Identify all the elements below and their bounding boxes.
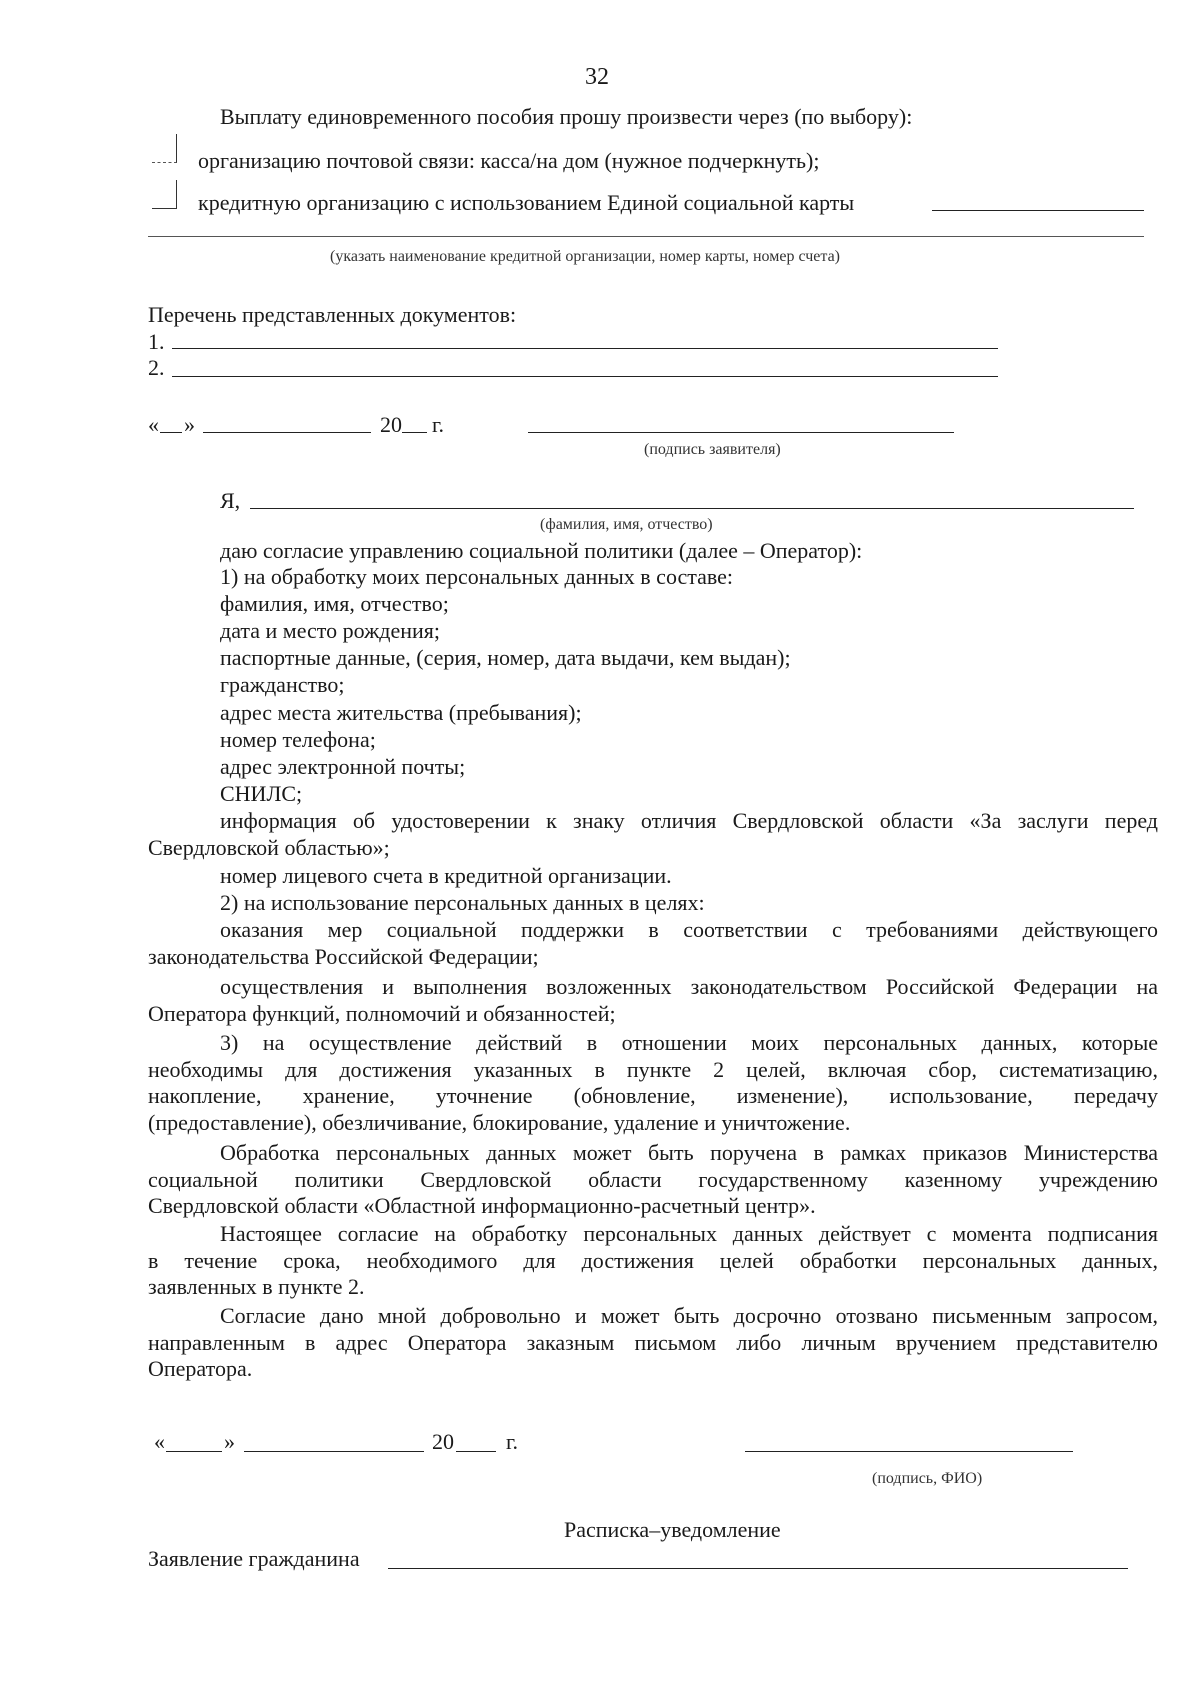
- applicant-signature-field[interactable]: [528, 432, 954, 433]
- consent-fio-caption: (фамилия, имя, отчество): [540, 516, 713, 533]
- award-line-2: Свердловской областью»;: [148, 834, 390, 860]
- consent-fio-field[interactable]: [250, 508, 1134, 509]
- consent-line-4: дата и место рождения;: [220, 618, 441, 643]
- consent-line-10: СНИЛС;: [220, 781, 303, 806]
- actions-line-2: необходимы для достижения указанных в пункте 2 целей, включая сбор, систематизацию,: [148, 1056, 1158, 1082]
- page-number: 32: [585, 64, 609, 90]
- duties-line-1: осуществления и выполнения возложенных законодательством Российской Федерации на: [220, 974, 1158, 999]
- date2-quote-open: «: [154, 1429, 165, 1454]
- bank-caption: (указать наименование кредитной организации, номер карты, номер счета): [330, 248, 841, 265]
- consent-line-2: 1) на обработку моих персональных данных в составе:: [220, 564, 734, 589]
- consent-line-9: адрес электронной почты;: [220, 754, 466, 779]
- option-bank-label: кредитную организацию с использованием Единой социальной карты: [198, 190, 855, 215]
- payment-intro: Выплату единовременного пособия прошу произвести через (по выбору):: [220, 104, 913, 129]
- consent-line-3: фамилия, имя, отчество;: [220, 591, 449, 616]
- date1-quote-open: «: [148, 412, 159, 437]
- bank-details-field[interactable]: [148, 236, 1144, 237]
- bank-name-field[interactable]: [932, 210, 1144, 211]
- award-paragraph: [148, 808, 1158, 861]
- actions-line-1: 3) на осуществление действий в отношении моих персональных данных, которые: [220, 1030, 1158, 1055]
- date2-year-field[interactable]: [456, 1451, 496, 1452]
- date1-quote-close: »: [184, 412, 195, 437]
- actions-line-3: накопление, хранение, уточнение (обновление, изменение), использование, передачу: [148, 1083, 1158, 1108]
- voluntary-line-1: Согласие дано мной добровольно и может быть досрочно отозвано письменным запросом,: [220, 1303, 1158, 1328]
- award-line-1: информация об удостоверении к знаку отличия Свердловской области «За заслуги перед: [220, 808, 1158, 833]
- processing-line-1: Обработка персональных данных может быть поручена в рамках приказов Министерства: [220, 1140, 1158, 1165]
- processing-line-2: социальной политики Свердловской области государственному казенному учреждению: [148, 1166, 1158, 1192]
- receipt-title: Расписка–уведомление: [564, 1517, 781, 1542]
- consent-line-8: номер телефона;: [220, 727, 376, 752]
- date2-month-field[interactable]: [244, 1451, 424, 1452]
- voluntary-paragraph: [148, 1303, 1158, 1383]
- duties-paragraph: [148, 974, 1158, 1027]
- support-line-2: законодательства Российской Федерации;: [148, 943, 539, 969]
- document-item-2-field[interactable]: [172, 376, 998, 377]
- consent-line-5: паспортные данные, (серия, номер, дата выдачи, кем выдан);: [220, 645, 791, 670]
- processing-paragraph: [148, 1140, 1158, 1220]
- consent-line-1: даю согласие управлению социальной политики (далее – Оператор):: [220, 538, 863, 563]
- voluntary-line-2: направленным в адрес Оператора заказным письмом либо личным вручением представителю: [148, 1329, 1158, 1355]
- validity-line-2: в течение срока, необходимого для достижения целей обработки персональных данных,: [148, 1247, 1158, 1273]
- validity-paragraph: [148, 1221, 1158, 1301]
- consent-signature-field[interactable]: [745, 1451, 1073, 1452]
- consent-line-7: адрес места жительства (пребывания);: [220, 700, 582, 725]
- voluntary-line-3: Оператора.: [148, 1356, 253, 1381]
- applicant-signature-caption: (подпись заявителя): [644, 441, 781, 458]
- consent-ya: Я,: [220, 488, 241, 513]
- date1-year-prefix: 20: [380, 412, 402, 437]
- date1-year-field[interactable]: [402, 432, 427, 433]
- checkbox-post[interactable]: [152, 134, 177, 163]
- checkbox-bank[interactable]: [152, 180, 177, 209]
- date1-day-field[interactable]: [160, 432, 182, 433]
- account-line: номер лицевого счета в кредитной организации.: [220, 863, 672, 888]
- date2-quote-close: »: [224, 1429, 235, 1454]
- validity-line-3: заявленных в пункте 2.: [148, 1274, 365, 1299]
- processing-line-3: Свердловской области «Областной информационно-расчетный центр».: [148, 1193, 816, 1218]
- consent-signature-caption: (подпись, ФИО): [872, 1470, 983, 1487]
- date2-day-field[interactable]: [166, 1451, 222, 1452]
- document-item-1-label: 1.: [148, 329, 165, 354]
- date2-year-suffix: г.: [506, 1429, 519, 1454]
- date1-year-suffix: г.: [432, 412, 445, 437]
- validity-line-1: Настоящее согласие на обработку персональных данных действует с момента подписания: [220, 1221, 1158, 1246]
- document-item-1-field[interactable]: [172, 348, 998, 349]
- use-title: 2) на использование персональных данных в целях:: [220, 890, 705, 915]
- document-item-2-label: 2.: [148, 355, 165, 380]
- option-post-label: организацию почтовой связи: касса/на дом (нужное подчеркнуть);: [198, 148, 820, 173]
- date2-year-prefix: 20: [432, 1429, 454, 1454]
- actions-paragraph: [148, 1030, 1158, 1136]
- receipt-application-field[interactable]: [388, 1568, 1128, 1569]
- support-paragraph: [148, 917, 1158, 970]
- date1-month-field[interactable]: [203, 432, 371, 433]
- receipt-application-label: Заявление гражданина: [148, 1546, 360, 1571]
- support-line-1: оказания мер социальной поддержки в соответствии с требованиями действующего: [220, 917, 1158, 942]
- documents-title: Перечень представленных документов:: [148, 302, 517, 327]
- consent-line-6: гражданство;: [220, 672, 345, 697]
- duties-line-2: Оператора функций, полномочий и обязанностей;: [148, 1000, 616, 1026]
- actions-line-4: (предоставление), обезличивание, блокирование, удаление и уничтожение.: [148, 1109, 851, 1135]
